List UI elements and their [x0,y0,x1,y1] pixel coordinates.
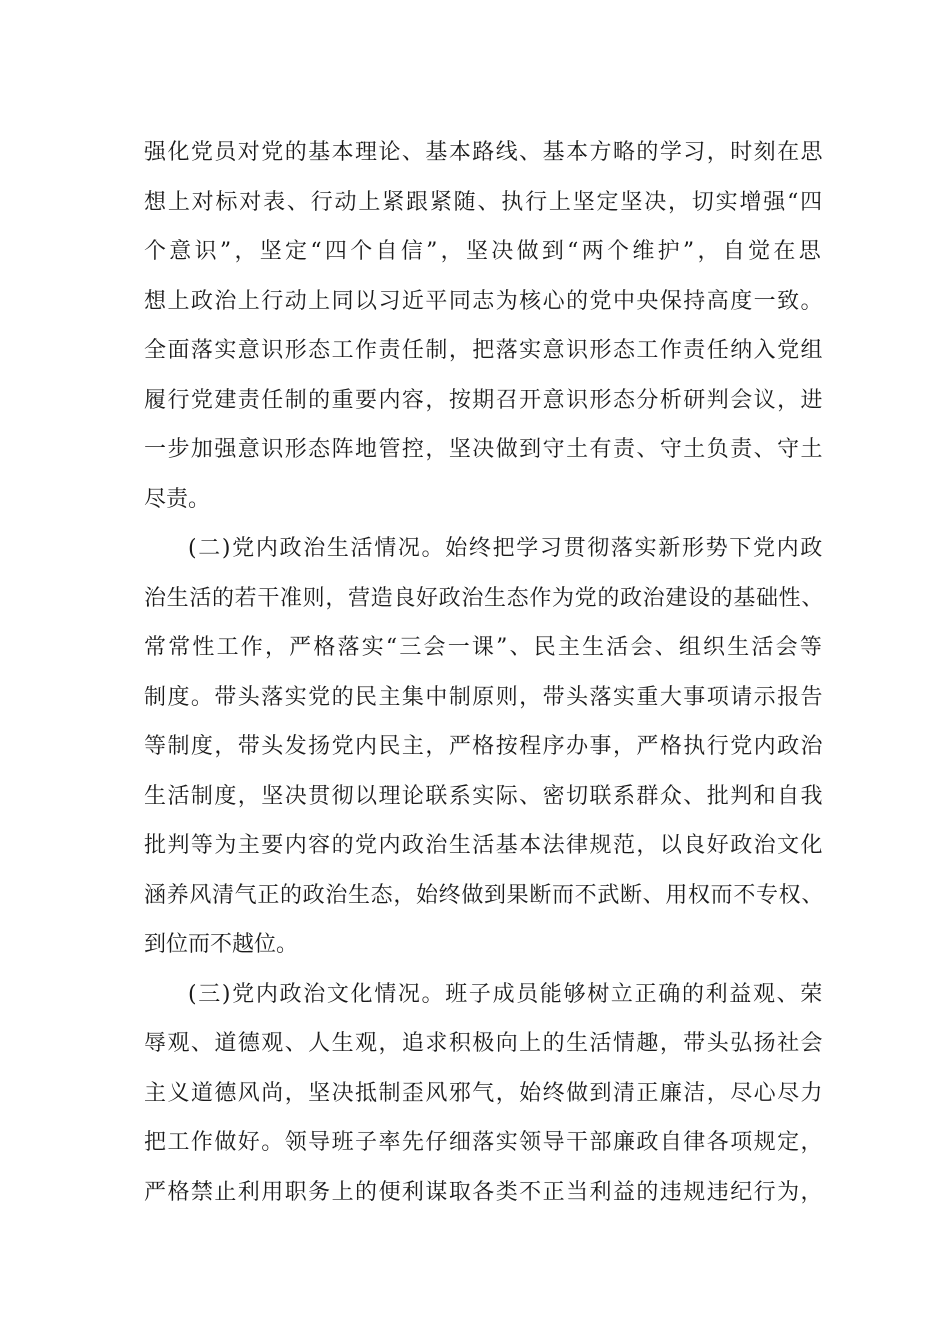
text-line: 把工作做好。领导班子率先仔细落实领导干部廉政自律各项规定， [144,1130,824,1155]
text-line: 主义道德风尚，坚决抵制歪风邪气，始终做到清正廉洁，尽心尽力 [144,1080,824,1106]
text-line: 全面落实意识形态工作责任制，把落实意识形态工作责任纳入党组 [144,338,824,363]
text-line: 批判等为主要内容的党内政治生活基本法律规范，以良好政治文化 [144,833,824,858]
text-line: 严格禁止利用职务上的便利谋取各类不正当利益的违规违纪行为， [144,1179,824,1205]
text-line: 想上对标对表、行动上紧跟紧随、执行上坚定坚决，切实增强“四 [144,189,824,215]
text-line: 辱观、道德观、人生观，追求积极向上的生活情趣，带头弘扬社会 [144,1031,824,1056]
text-line: 制度。带头落实党的民主集中制原则，带头落实重大事项请示报告 [144,684,824,710]
paragraph-first-line: (三)党内政治文化情况。班子成员能够树立正确的利益观、荣 [188,981,824,1007]
text-line: 想上政治上行动上同以习近平同志为核心的党中央保持高度一致。 [144,288,824,314]
text-line: 一步加强意识形态阵地管控，坚决做到守土有责、守土负责、守土 [144,437,824,462]
text-line: 履行党建责任制的重要内容，按期召开意识形态分析研判会议，进 [144,387,824,413]
text-line: 常常性工作，严格落实“三会一课”、民主生活会、组织生活会等 [144,635,825,660]
document-body [144,128,824,1217]
paragraph-first-line: (二)党内政治生活情况。始终把学习贯彻落实新形势下党内政 [188,536,824,561]
text-line: 强化党员对党的基本理论、基本路线、基本方略的学习，时刻在思 [144,140,824,165]
text-line: 尽责。 [144,486,211,512]
text-line: 到位而不越位。 [144,932,299,957]
text-line: 等制度，带头发扬党内民主，严格按程序办事，严格执行党内政治 [144,734,824,759]
text-line: 治生活的若干准则，营造良好政治生态作为党的政治建设的基础性、 [144,585,824,611]
text-line: 涵养风清气正的政治生态，始终做到果断而不武断、用权而不专权、 [144,882,824,908]
text-line: 生活制度，坚决贯彻以理论联系实际、密切联系群众、批判和自我 [144,783,824,809]
text-line: 个意识”，坚定“四个自信”，坚决做到“两个维护”，自觉在思 [144,239,824,264]
